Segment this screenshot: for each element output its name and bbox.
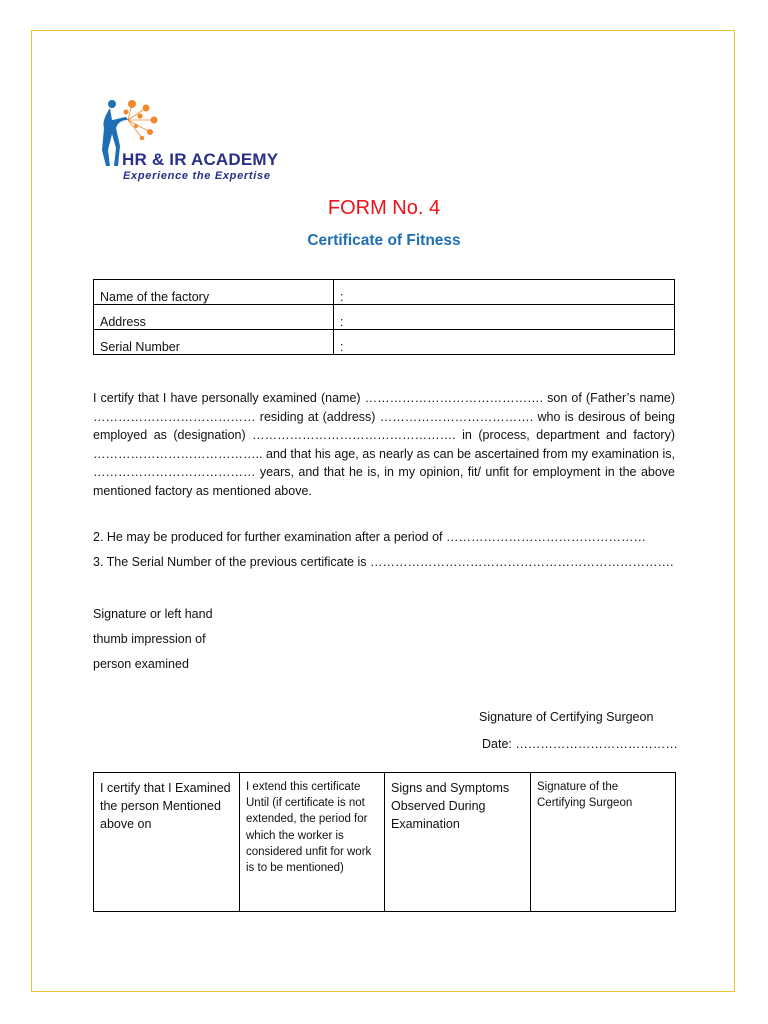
signature-line: person examined (93, 657, 189, 671)
examinee-signature-block (93, 602, 213, 677)
previous-certificate-item: 3. The Serial Number of the previous certificate is ………………………………………………………………. (93, 555, 674, 569)
form-subtitle: Certificate of Fitness (307, 232, 461, 249)
extend-until-header: I extend this certificate Until (if certificate is not extended, the period for which the worker is considered unfit for work is to be mentioned) (240, 773, 385, 912)
table-row (94, 305, 675, 330)
table-row (94, 330, 675, 355)
examined-on-header: I certify that I Examined the person Mentioned above on (94, 773, 240, 912)
signs-symptoms-header: Signs and Symptoms Observed During Examination (385, 773, 531, 912)
date-field[interactable]: Date: ………………………………… (482, 737, 678, 751)
surgeon-signature-header: Signature of the Certifying Surgeon (531, 773, 676, 912)
address-label: Address (94, 305, 334, 330)
serial-number-field[interactable]: : (334, 330, 675, 355)
signature-line: thumb impression of (93, 632, 206, 646)
surgeon-signature-label: Signature of Certifying Surgeon (479, 710, 654, 724)
factory-info-table (93, 279, 675, 355)
surgeon-signature-block (479, 704, 678, 758)
extension-table (93, 772, 676, 912)
address-field[interactable]: : (334, 305, 675, 330)
table-row (94, 280, 675, 305)
certification-paragraph: I certify that I have personally examined (name) ……………………………………. son of (Father’s name) ………………………………… residing at (address) ………………………………. who is desirous of being employed as (designation) …………………………………………. in (process, department and factory) ………………………………….. and that his age, as nearly as can be ascertained from my examination is, ………………………………… years, and that he is, in my opinion, fit/ unfit for employment in the above mentioned factory as mentioned above. (93, 391, 675, 498)
factory-name-label: Name of the factory (94, 280, 334, 305)
further-examination-item: 2. He may be produced for further examination after a period of ………………………………………… (93, 530, 646, 544)
signature-line: Signature or left hand (93, 607, 213, 621)
logo-tagline: Experience the Expertise (123, 170, 271, 182)
factory-name-field[interactable]: : (334, 280, 675, 305)
serial-number-label: Serial Number (94, 330, 334, 355)
logo-name: HR & IR ACADEMY (122, 150, 279, 169)
academy-logo (96, 98, 296, 186)
form-title: FORM No. 4 (327, 197, 441, 219)
table-row (94, 773, 676, 912)
